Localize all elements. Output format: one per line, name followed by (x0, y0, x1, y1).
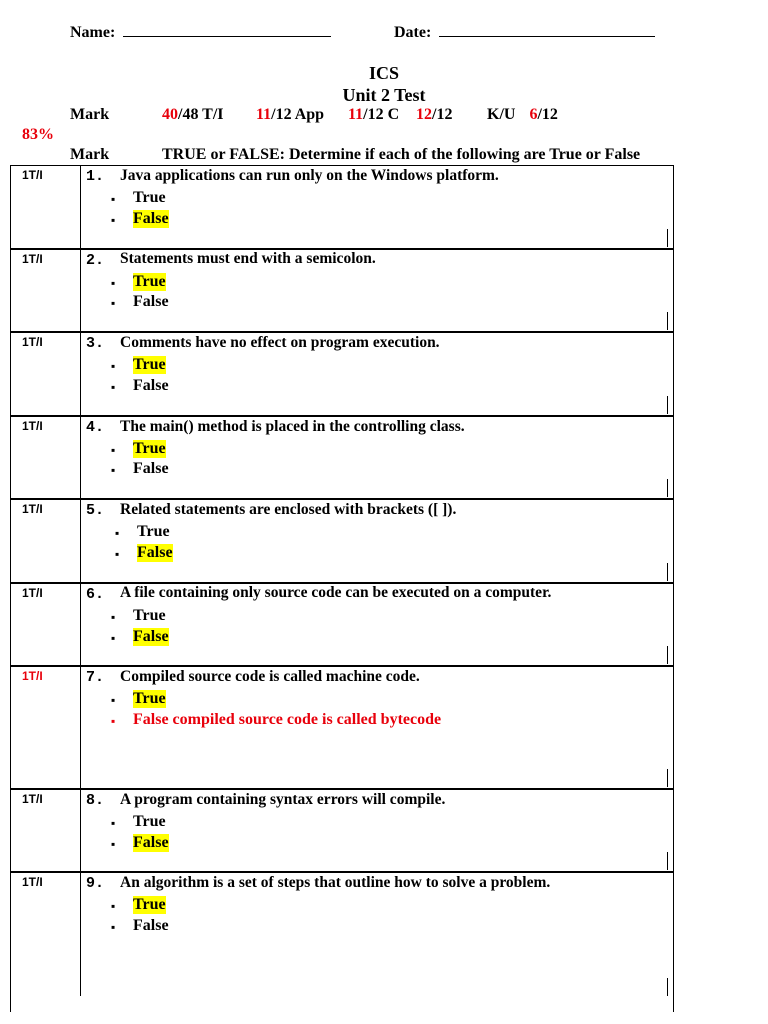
row-tick (667, 229, 668, 247)
question-9-mark: 1T/I (22, 875, 43, 889)
question-6-number: 6. (86, 586, 105, 603)
question-3-mark: 1T/I (22, 335, 43, 349)
score-ku-label: K/U (487, 106, 516, 123)
question-3-option-false: False (133, 377, 169, 394)
section-mark-label: Mark (70, 146, 110, 163)
name-label: Name: (70, 24, 116, 41)
score-ti-earned: 11 (256, 106, 272, 123)
row-tick (667, 646, 668, 664)
score-percent: 83% (22, 126, 54, 143)
question-7-number: 7. (86, 669, 105, 686)
question-row-9 (10, 872, 674, 1012)
date-blank (439, 22, 655, 37)
section-instructions: TRUE or FALSE: Determine if each of the following are True or False (162, 146, 641, 163)
question-1-number: 1. (86, 168, 105, 185)
bullet-icon: ▪ (111, 192, 116, 206)
question-5-number: 5. (86, 502, 105, 519)
question-6-text: A file containing only source code can be executed on a computer. (120, 584, 552, 601)
column-divider (80, 165, 81, 996)
question-9-option-true: True (133, 896, 166, 913)
question-7-option-true: True (133, 690, 166, 707)
bullet-icon: ▪ (115, 547, 120, 561)
bullet-icon: ▪ (111, 837, 116, 851)
bullet-icon: ▪ (111, 816, 116, 830)
score-ti-rest: /12 App (271, 106, 325, 123)
question-9-option-false: False (133, 917, 169, 934)
row-tick (667, 396, 668, 414)
question-4-option-false: False (133, 460, 169, 477)
question-9-number: 9. (86, 875, 105, 892)
score-ku-rest: /12 (537, 106, 558, 123)
bullet-icon: ▪ (111, 359, 116, 373)
question-7-text: Compiled source code is called machine code. (120, 668, 420, 685)
score-c-rest: /12 (432, 106, 453, 123)
row-tick (667, 769, 668, 787)
score-ti (256, 106, 324, 124)
question-4-mark: 1T/I (22, 419, 43, 433)
question-1-option-true: True (133, 189, 166, 206)
question-7-mark: 1T/I (22, 669, 43, 683)
question-6-option-false: False (133, 628, 169, 645)
bullet-icon: ▪ (115, 526, 120, 540)
question-3-text: Comments have no effect on program execution. (120, 334, 440, 351)
question-6-mark: 1T/I (22, 586, 43, 600)
question-3-number: 3. (86, 335, 105, 352)
question-5-text: Related statements are enclosed with brackets ([ ]). (120, 501, 457, 518)
score-app-earned: 11 (348, 106, 364, 123)
question-5-option-false: False (137, 544, 173, 561)
score-ku-earned: 6 (529, 106, 538, 123)
row-tick (667, 479, 668, 497)
bullet-icon: ▪ (111, 380, 116, 394)
test-title: Unit 2 Test (342, 85, 426, 105)
row-tick (667, 563, 668, 581)
question-7-option-false: False compiled source code is called bytecode (133, 711, 442, 728)
question-4-option-true: True (133, 440, 166, 457)
score-total-rest: /48 T/I (178, 106, 224, 123)
bullet-icon: ▪ (111, 213, 116, 227)
bullet-icon: ▪ (111, 693, 116, 707)
row-tick (667, 852, 668, 870)
question-3-option-true: True (133, 356, 166, 373)
score-c (416, 106, 452, 124)
question-2-option-true: True (133, 273, 166, 290)
bullet-icon: ▪ (111, 714, 116, 728)
bullet-icon: ▪ (111, 631, 116, 645)
question-1-mark: 1T/I (22, 168, 43, 182)
score-app (348, 106, 399, 124)
bullet-icon: ▪ (111, 443, 116, 457)
bullet-icon: ▪ (111, 296, 116, 310)
row-tick (667, 978, 668, 996)
score-total (162, 106, 224, 124)
score-ku (487, 106, 558, 124)
question-8-option-true: True (133, 813, 166, 830)
question-4-number: 4. (86, 419, 105, 436)
question-2-number: 2. (86, 252, 105, 269)
question-2-text: Statements must end with a semicolon. (120, 250, 376, 267)
date-row (394, 22, 655, 42)
score-total-earned: 40 (162, 106, 178, 123)
score-c-earned: 12 (416, 106, 432, 123)
name-blank (123, 22, 331, 37)
bullet-icon: ▪ (111, 920, 116, 934)
score-mark-label: Mark (70, 106, 110, 123)
bullet-icon: ▪ (111, 276, 116, 290)
bullet-icon: ▪ (111, 899, 116, 913)
course-title: ICS (368, 63, 399, 83)
question-6-option-true: True (133, 607, 166, 624)
question-4-text: The main() method is placed in the controlling class. (120, 418, 465, 435)
question-8-text: A program containing syntax errors will compile. (120, 791, 446, 808)
question-5-option-true: True (137, 523, 170, 540)
question-8-mark: 1T/I (22, 792, 43, 806)
name-row (70, 22, 331, 42)
question-1-text: Java applications can run only on the Windows platform. (120, 167, 499, 184)
bullet-icon: ▪ (111, 463, 116, 477)
question-2-mark: 1T/I (22, 252, 43, 266)
date-label: Date: (394, 24, 432, 41)
question-8-number: 8. (86, 792, 105, 809)
question-9-text: An algorithm is a set of steps that outline how to solve a problem. (120, 874, 551, 891)
question-8-option-false: False (133, 834, 169, 851)
score-app-rest: /12 C (363, 106, 400, 123)
question-1-option-false: False (133, 210, 169, 227)
bullet-icon: ▪ (111, 610, 116, 624)
question-5-mark: 1T/I (22, 502, 43, 516)
row-tick (667, 312, 668, 330)
question-2-option-false: False (133, 293, 169, 310)
